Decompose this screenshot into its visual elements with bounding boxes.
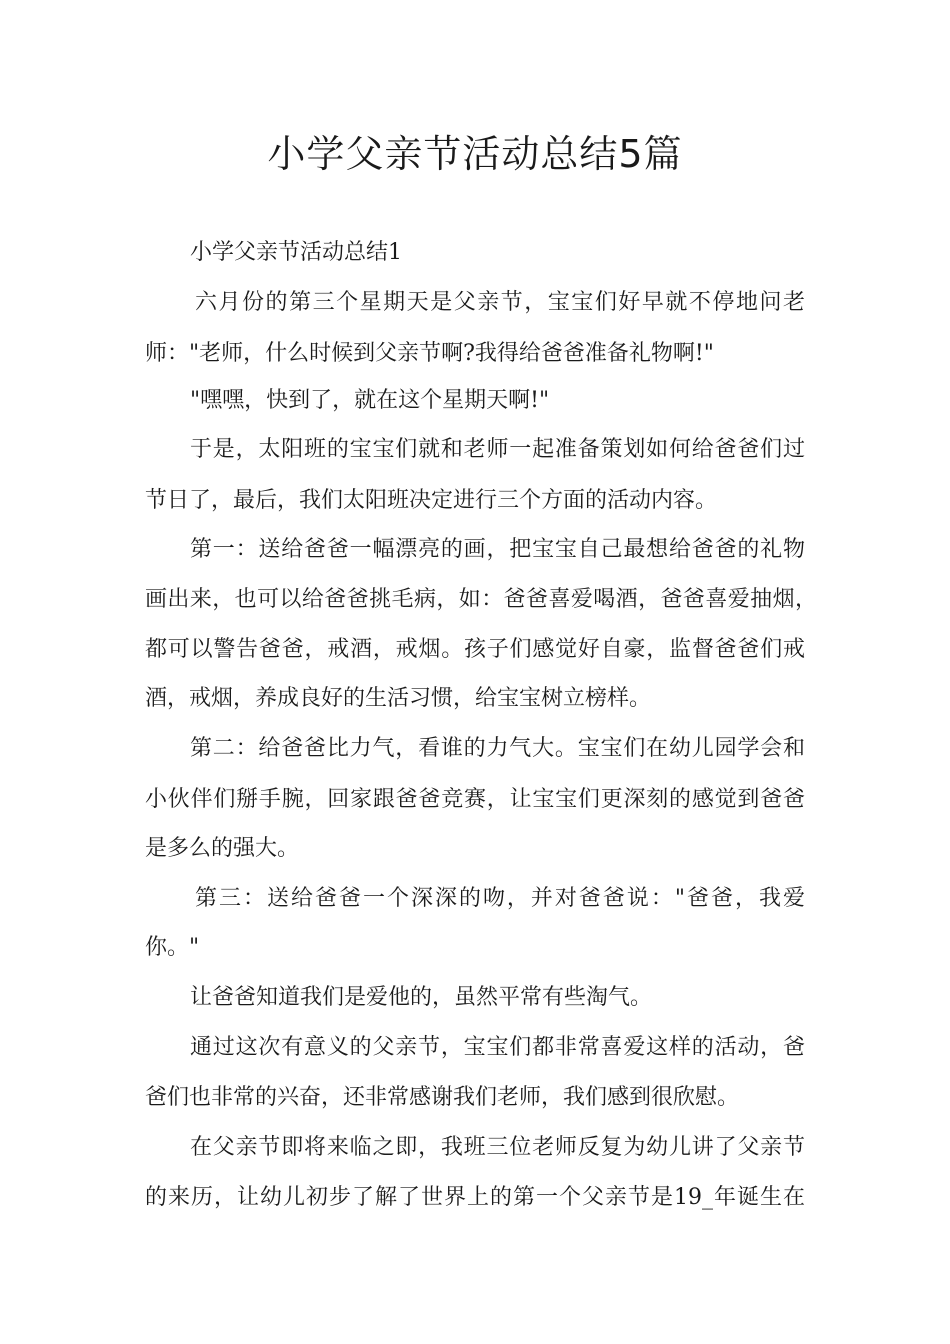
section-heading: 小学父亲节活动总结1 [190,240,402,265]
text-line: 在父亲节即将来临之即，我班三位老师反复为幼儿讲了父亲节 [190,1135,805,1160]
text-line: 让爸爸知道我们是爱他的，虽然平常有些淘气。 [190,985,653,1010]
text-line: 六月份的第三个星期天是父亲节，宝宝们好早就不停地问老 [195,290,805,315]
text-line: 第一：送给爸爸一幅漂亮的画，把宝宝自己最想给爸爸的礼物 [190,537,805,562]
document-title: 小学父亲节活动总结5篇 [267,132,683,176]
text-line: 酒，戒烟，养成良好的生活习惯，给宝宝树立榜样。 [145,686,652,711]
text-line: 的来历，让幼儿初步了解了世界上的第一个父亲节是19_年诞生在 [145,1185,805,1210]
text-line: 都可以警告爸爸，戒酒，戒烟。孩子们感觉好自豪，监督爸爸们戒 [145,637,805,662]
text-line: "嘿嘿，快到了，就在这个星期天啊!" [190,388,550,413]
text-line: 是多么的强大。 [145,836,300,861]
text-line: 爸们也非常的兴奋，还非常感谢我们老师，我们感到很欣慰。 [145,1085,740,1110]
text-line: 通过这次有意义的父亲节，宝宝们都非常喜爱这样的活动，爸 [190,1035,805,1060]
text-line: 画出来，也可以给爸爸挑毛病，如：爸爸喜爱喝酒，爸爸喜爱抽烟， [145,587,817,612]
text-line: 第二：给爸爸比力气，看谁的力气大。宝宝们在幼儿园学会和 [190,736,805,761]
text-line: 节日了，最后，我们太阳班决定进行三个方面的活动内容。 [145,488,718,513]
text-line: 小伙伴们掰手腕，回家跟爸爸竞赛，让宝宝们更深刻的感觉到爸爸 [145,787,805,812]
text-line: 师："老师，什么时候到父亲节啊?我得给爸爸准备礼物啊!" [145,341,714,366]
text-line: 于是，太阳班的宝宝们就和老师一起准备策划如何给爸爸们过 [190,437,805,462]
text-line: 第三：送给爸爸一个深深的吻，并对爸爸说："爸爸，我爱 [195,886,805,911]
text-line: 你。" [145,935,200,960]
